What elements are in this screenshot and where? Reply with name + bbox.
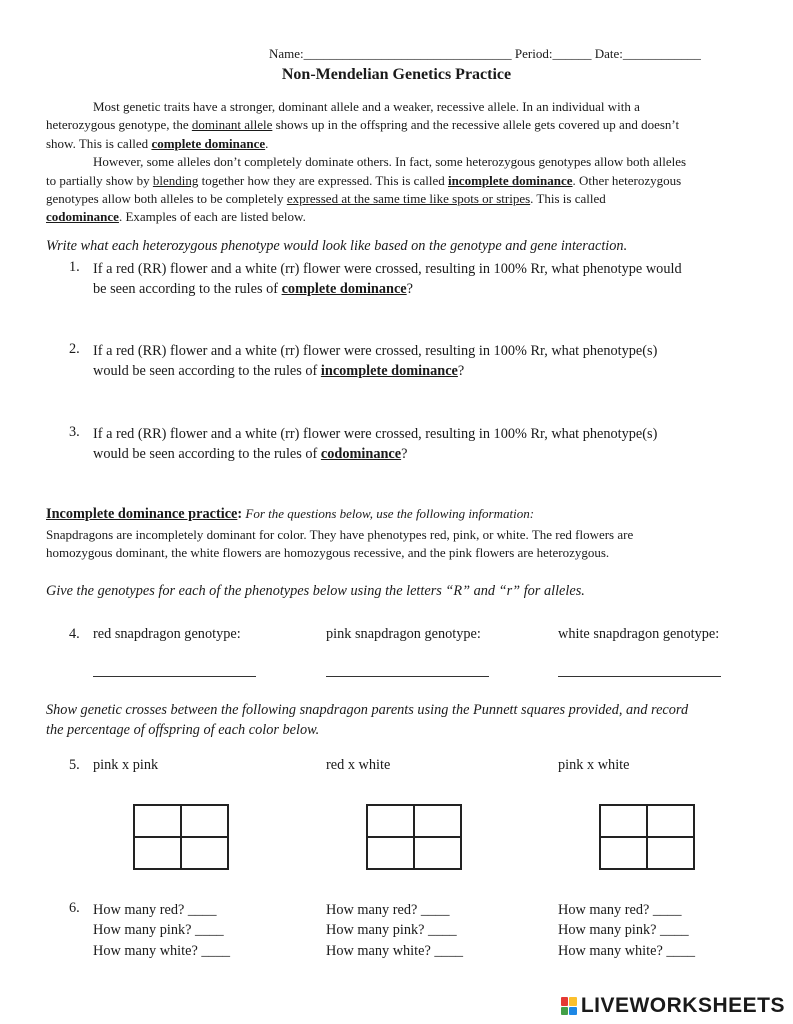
- intro-line-2: heterozygous genotype, the dominant allele shows up in the offspring and the recessive allele gets covered up and doesn’t: [46, 117, 680, 133]
- codominance-term: codominance: [46, 209, 119, 225]
- intro-line-7: codominance. Examples of each are listed below.: [46, 209, 306, 225]
- period-label: Period:: [514, 46, 553, 61]
- name-period-date-line: [269, 46, 701, 62]
- q3-text: If a red (RR) flower and a white (rr) flower were crossed, resulting in 100% Rr, what phenotype(s) would be seen according to the rules of codominance?: [93, 426, 658, 462]
- intro-line-5: to partially show by blending together how they are expressed. This is called incomplete dominance. Other heterozygous: [46, 172, 682, 188]
- intro-line-6: genotypes allow both alleles to be completely expressed at the same time like spots or stripes. This is called: [46, 191, 606, 207]
- q3-term: codominance: [320, 446, 402, 462]
- practice-heading: Incomplete dominance practice: [46, 506, 238, 522]
- q1-term: complete dominance: [281, 281, 407, 297]
- practice-note: For the questions below, use the following information:: [242, 506, 535, 521]
- intro-paragraph: [46, 98, 746, 227]
- q5-number: 5.: [69, 757, 80, 773]
- pink-genotype-answer[interactable]: [326, 676, 489, 677]
- red-genotype-label: red snapdragon genotype:: [93, 626, 241, 642]
- intro-line-1: Most genetic traits have a stronger, dominant allele and a weaker, recessive allele. In an individual with a: [93, 99, 640, 114]
- dominant-allele-term: dominant allele: [191, 117, 273, 133]
- white-genotype-label: white snapdragon genotype:: [558, 626, 720, 642]
- cross-pink-pink-label: pink x pink: [93, 757, 159, 773]
- page-title: Non-Mendelian Genetics Practice: [281, 66, 512, 83]
- practice-heading-line: Incomplete dominance practice: For the questions below, use the following information:: [46, 506, 535, 522]
- punnett-square-red-white[interactable]: [366, 804, 462, 870]
- counts-red-white[interactable]: How many red? ____ How many pink? ____ How many white? ____: [326, 902, 463, 959]
- instruction-heterozygous: Write what each heterozygous phenotype would look like based on the genotype and gene interaction.: [46, 238, 628, 254]
- counts-pink-white[interactable]: How many red? ____ How many pink? ____ How many white? ____: [558, 902, 695, 959]
- complete-dominance-term: complete dominance: [151, 135, 266, 151]
- punnett-square-pink-white[interactable]: [599, 804, 695, 870]
- instruction-genotypes: Give the genotypes for each of the phenotypes below using the letters “R” and “r” for alleles.: [46, 583, 585, 599]
- period-blank[interactable]: ______: [552, 46, 592, 61]
- q3-number: 3.: [69, 424, 80, 440]
- white-genotype-answer[interactable]: [558, 676, 721, 677]
- date-blank[interactable]: ____________: [622, 46, 701, 61]
- cross-red-white-label: red x white: [326, 757, 391, 773]
- punnett-square-pink-pink[interactable]: [133, 804, 229, 870]
- incomplete-dominance-term: incomplete dominance: [447, 172, 573, 188]
- q1-number: 1.: [69, 259, 80, 275]
- name-label: Name:: [269, 46, 304, 61]
- liveworksheets-logo-icon: [561, 997, 577, 1015]
- red-genotype-answer[interactable]: [93, 676, 256, 677]
- expressed-term: expressed at the same time like spots or stripes: [286, 191, 531, 207]
- cross-pink-white-label: pink x white: [558, 757, 630, 773]
- pink-genotype-label: pink snapdragon genotype:: [326, 626, 481, 642]
- liveworksheets-logo: [561, 994, 785, 1018]
- q2-number: 2.: [69, 341, 80, 357]
- liveworksheets-brand: LIVEWORKSHEETS: [580, 994, 785, 1017]
- counts-pink-pink[interactable]: How many red? ____ How many pink? ____ How many white? ____: [93, 902, 230, 959]
- intro-line-4: However, some alleles don’t completely dominate others. In fact, some heterozygous genotypes allow both alleles: [93, 154, 687, 170]
- q6-number: 6.: [69, 900, 80, 916]
- q2-text: If a red (RR) flower and a white (rr) flower were crossed, resulting in 100% Rr, what phenotype(s) would be seen according to the rules of incomplete dominance?: [93, 343, 658, 379]
- q1-text: If a red (RR) flower and a white (rr) flower were crossed, resulting in 100% Rr, what phenotype would be seen according to the rules of complete dominance?: [93, 261, 682, 297]
- date-label: Date:: [594, 46, 623, 61]
- intro-line-3: show. This is called complete dominance.: [46, 135, 269, 151]
- q2-term: incomplete dominance: [320, 363, 458, 379]
- instruction-punnett: Show genetic crosses between the following snapdragon parents using the Punnett squares provided, and record the percentage of offspring of each color below.: [46, 702, 689, 738]
- name-blank[interactable]: ________________________________: [303, 46, 512, 61]
- snapdragon-info: Snapdragons are incompletely dominant for color. They have phenotypes red, pink, or white. The red flowers are homozygous dominant, the white flowers are homozygous recessive, and the pink flowers are heterozygous.: [46, 527, 634, 561]
- q4-number: 4.: [69, 626, 80, 642]
- blending-term: blending: [152, 172, 199, 188]
